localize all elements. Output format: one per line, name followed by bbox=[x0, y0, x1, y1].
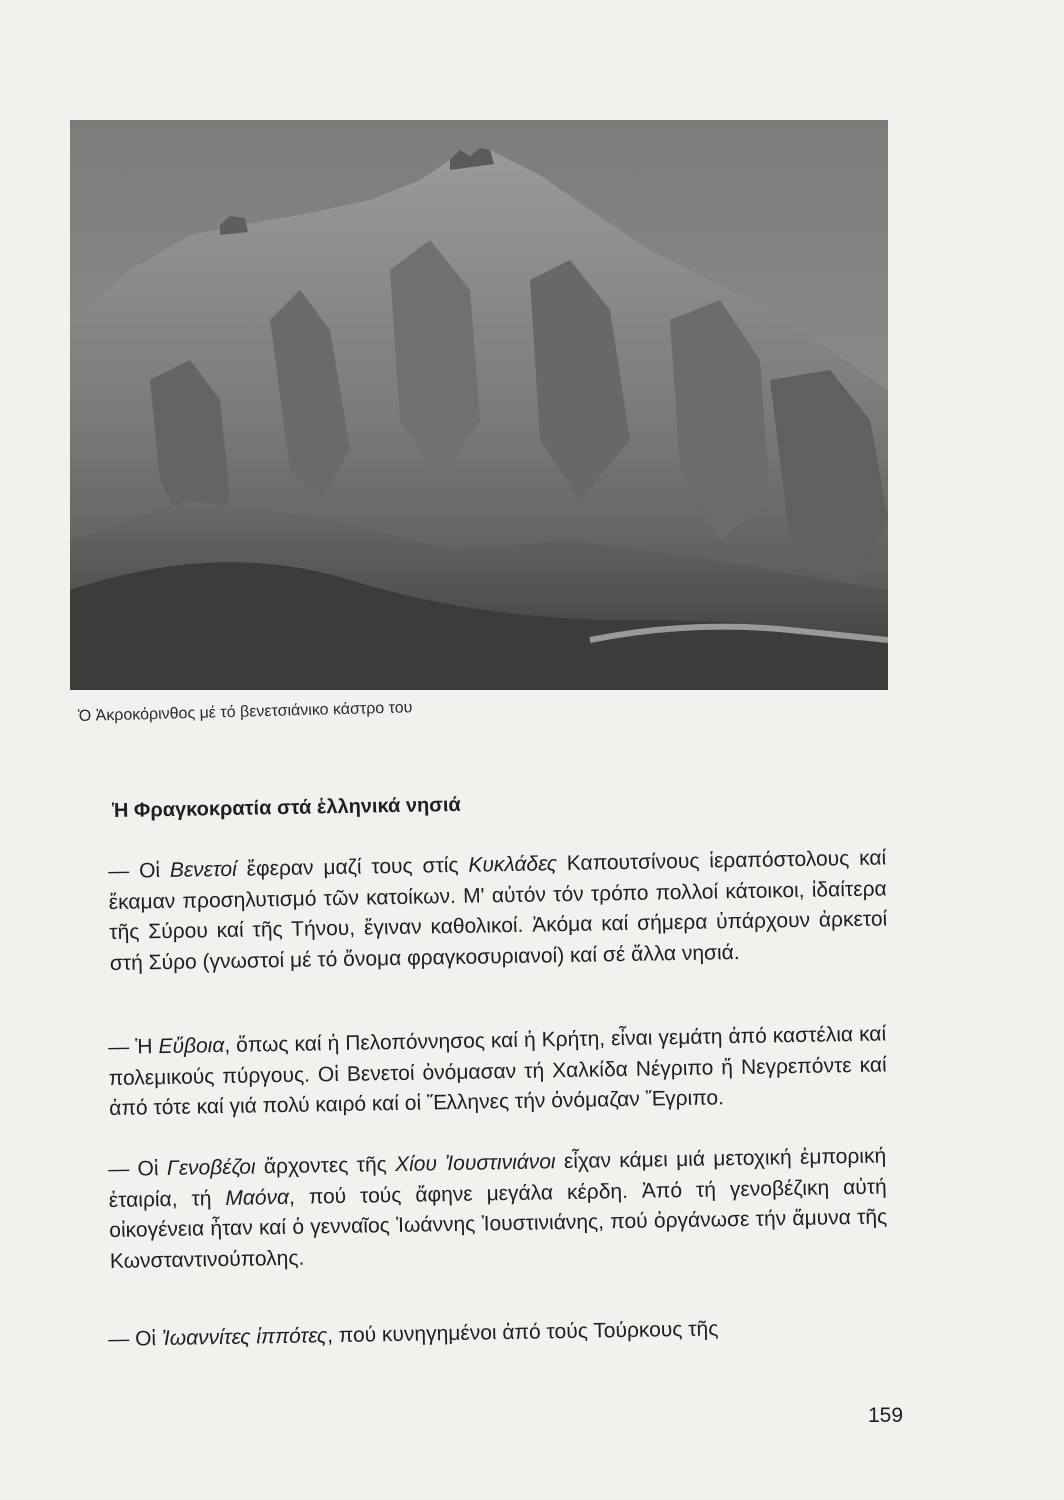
p3-text-c: ἄρχοντες τῆς bbox=[255, 1152, 396, 1179]
p2-text-c: , ὅπως καί ἡ Πελοπόννησος καί ἡ Κρήτη, εἶναι γεμάτη ἀπό καστέλια καί πολεμικούς πύργους. Οἱ Βενετοί ὀνόμασαν τή Χαλκίδα Νέγριπο ἤ Νεγρεπόντε καί ἀπό τότε καί γιά πολύ καιρό καί οἱ Ἕλληνες τήν ὀνόμαζαν Ἔγριπο. bbox=[108, 1022, 887, 1120]
acrocorinth-photo bbox=[70, 120, 888, 690]
p3-text-g: εἶχαν κάμει μιά μετοχική ἐμπορική ἑταιρία, τή bbox=[108, 1144, 887, 1212]
p1-text-b: Βενετοί bbox=[169, 857, 237, 882]
mountain-castle-image bbox=[70, 120, 888, 690]
p3-text-b: Γενοβέζοι bbox=[166, 1155, 256, 1180]
p3-text-a: — Οἱ bbox=[108, 1156, 168, 1181]
p3-text-i: , πού τούς ἄφηνε μεγάλα κέρδη. Ἀπό τή γενοβέζικη αὐτή οἰκογένεια ἦταν καί ὁ γενναῖος Ἰωάννης Ἰουστινιάνης, πού ὀργάνωσε τήν ἄμυνα τῆς Κωνσταντινούπολης. bbox=[109, 1174, 888, 1273]
p2-text-a: — Ἡ bbox=[108, 1035, 159, 1059]
p3-text-f: Ἰουστινιάνοι bbox=[445, 1150, 556, 1176]
p1-text-d: Κυκλάδες bbox=[468, 852, 558, 877]
section-heading: Ἡ Φραγκοκρατία στά ἑλληνικά νησιά bbox=[111, 793, 461, 822]
p1-text-e: Καπουτσίνους ἱεραπόστολους καί ἔκαμαν προσηλυτισμό τῶν κατοίκων. Μ' αὐτόν τόν τρόπο πολλοί κάτοικοι, ἰδαίτερα τῆς Σύρου καί τῆς Τήνου, ἔγιναν καθολικοί. Ἀκόμα καί σήμερα ὑπάρχουν ἀρκετοί στή Σύρο (γνωστοί μέ τό ὄνομα φραγκοσυριανοί) καί σέ ἄλλα νησιά. bbox=[108, 846, 888, 975]
paragraph-venetians bbox=[108, 843, 888, 979]
page-number: 159 bbox=[868, 1404, 904, 1427]
p1-text-a: — Οἱ bbox=[108, 858, 171, 883]
p3-text-h: Μαόνα bbox=[225, 1185, 290, 1210]
p4-text-a: — Οἱ bbox=[108, 1327, 163, 1351]
p4-text-b: Ἰωαννίτες ἱππότες bbox=[161, 1324, 328, 1351]
paragraph-genoese bbox=[108, 1141, 888, 1277]
p3-text-d: Χίου bbox=[394, 1152, 438, 1176]
p1-text-c: ἔφεραν μαζί τους στίς bbox=[236, 853, 469, 881]
p4-text-c: , πού κυνηγημένοι ἀπό τούς Τούρκους τῆς bbox=[326, 1317, 719, 1348]
photo-caption: Ὁ Ἀκροκόρινθος μέ τό βενετσιάνικο κάστρο του bbox=[77, 699, 413, 725]
paragraph-euboea bbox=[108, 1019, 887, 1124]
paragraph-knights bbox=[108, 1311, 886, 1355]
p2-text-b: Εὔβοια bbox=[158, 1033, 225, 1059]
